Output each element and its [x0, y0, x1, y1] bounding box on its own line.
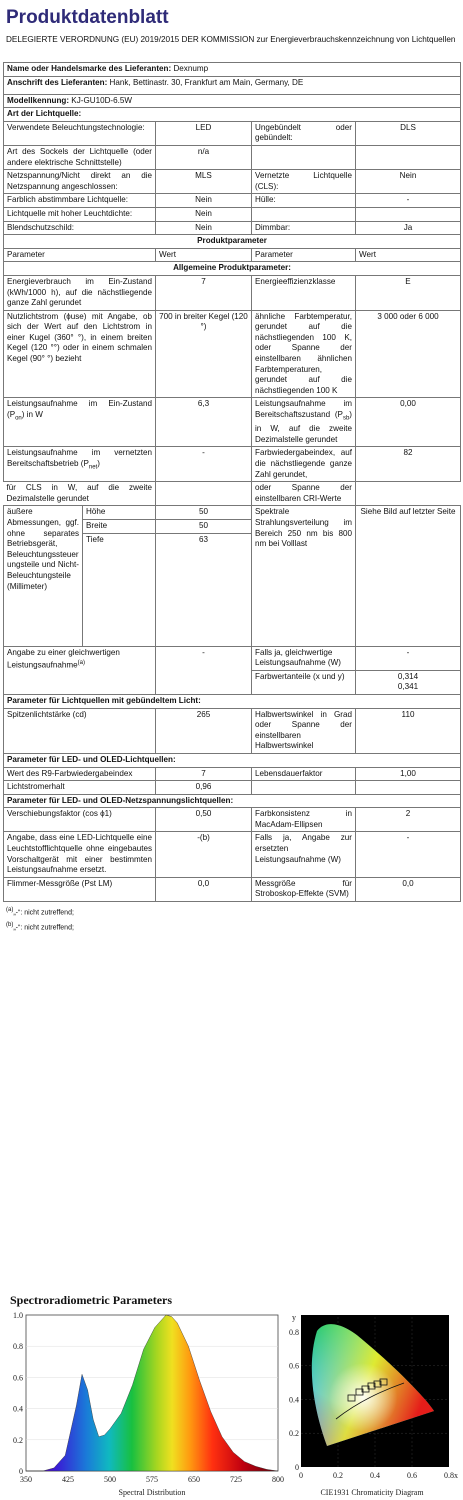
light-source-value: Nein	[156, 221, 252, 235]
light-source-row	[4, 207, 461, 221]
product-param-text: Nutzlichtstrom (ɸuse) mit Angabe, ob sich der Wert auf den Lichtstrom in einer Kugel (360° °), in einem breiten Kegel (120 °°) oder in einem schmalen Kegel (90° °) bezieht	[7, 311, 152, 364]
spectral-x-tick: 350	[20, 1475, 32, 1484]
led-mains-value: -(b)	[156, 832, 252, 877]
led-mains-param: Falls ja, Angabe zur ersetzten Leistungsaufnahme (W)	[252, 832, 356, 877]
light-source-row	[4, 170, 461, 194]
equivalent-r-label: Falls ja, gleichwertige Leistungsaufnahme (W)	[252, 646, 356, 670]
cie-x-ticks	[299, 1471, 454, 1480]
spectral-y-tick: 0.4	[13, 1404, 23, 1414]
light-source-value: DLS	[356, 121, 461, 145]
light-source-param: Farblich abstimmbare Lichtquelle:	[4, 194, 156, 208]
chromaticity-x: 0,314	[397, 671, 419, 681]
product-param-text: Leistungsaufnahme im Bereitschaftszustand (P	[255, 399, 352, 420]
directional-heading: Parameter für Lichtquellen mit gebündeltem Licht:	[4, 694, 461, 708]
led-mains-param: Messgröße für Stroboskop-Effekte (SVM)	[252, 877, 356, 901]
cie-y-tick: 0.2	[289, 1429, 299, 1439]
light-source-value: Nein	[156, 194, 252, 208]
supplier-address-value: Hank, Bettinastr. 30, Frankfurt am Main, Germany, DE	[109, 77, 304, 87]
product-param-text: Energieeffizienzklasse	[255, 276, 336, 286]
dimensions-subtable	[4, 506, 155, 645]
light-source-value: Ja	[356, 221, 461, 235]
led-mains-value: 2	[356, 808, 461, 832]
dim-height-label: Höhe	[83, 506, 156, 519]
led-mains-param: Flimmer-Messgröße (Pst LM)	[4, 877, 156, 901]
product-param-text: ähnliche Farbtemperatur, gerundet auf die nächstliegenden 100 K, oder Spanne der einstellbaren ähnlichen Farbtemperaturen, gerundet auf die nächstliegenden 100 K	[255, 311, 352, 395]
led-oled-section	[4, 753, 461, 767]
spectral-x-tick: 500	[104, 1475, 116, 1484]
spectral-x-tick: 650	[188, 1475, 200, 1484]
led-mains-row	[4, 808, 461, 832]
equivalent-label-cell	[4, 646, 156, 694]
light-source-param: Hülle:	[252, 194, 356, 208]
cie-x-tick: 0.8	[444, 1471, 454, 1480]
product-param-label	[252, 275, 356, 310]
led-oled-heading: Parameter für LED- und OLED-Lichtquellen:	[4, 753, 461, 767]
spectral-label: Spektrale Strahlungsverteilung im Bereich 250 nm bis 800 nm bei Volllast	[252, 506, 356, 646]
param-header-row	[4, 248, 461, 262]
light-source-param: Art des Sockels der Lichtquelle (oder andere elektrische Schnittstelle)	[4, 145, 156, 169]
model-label: Modellkennung:	[7, 95, 70, 105]
product-param-sub: net	[88, 464, 98, 471]
dim-width-label: Breite	[83, 519, 156, 533]
beam-angle-value: 110	[356, 708, 461, 753]
chromaticity-label: Farbwertanteile (x und y)	[252, 670, 356, 694]
product-param-value: 82	[356, 447, 461, 482]
directional-section	[4, 694, 461, 708]
light-source-row	[4, 194, 461, 208]
product-param-label	[4, 310, 156, 398]
spectral-x-tick: 575	[146, 1475, 158, 1484]
supplier-address-row	[4, 76, 461, 94]
supplier-name-value: Dexnump	[173, 64, 209, 73]
product-param-value: -	[156, 447, 252, 482]
dimensions-label: äußere Abmessungen, ggf. ohne separates Betriebsgerät, Beleuchtungssteuerungsteile und Nicht-Beleuchtungsteile (Millimeter)	[4, 506, 83, 645]
light-source-rows	[4, 121, 461, 234]
dim-depth-value: 63	[198, 534, 208, 544]
led-mains-value: 0,0	[356, 877, 461, 901]
product-param-value: 0,00	[356, 398, 461, 447]
cri-continuation-text: oder Spanne der einstellbaren CRI-Werte	[252, 482, 356, 506]
cie-y-ticks	[289, 1328, 299, 1472]
dim-height-value: 50	[156, 506, 251, 520]
spectral-y-tick: 0.6	[13, 1373, 23, 1383]
light-source-value: Nein	[356, 170, 461, 194]
led-mains-value: 0,50	[156, 808, 252, 832]
light-source-param: Verwendete Beleuchtungstechnologie:	[4, 121, 156, 145]
product-param-text: Leistungsaufnahme im vernetzten Bereitschaftsbetrieb (P	[7, 448, 152, 469]
cie-x-tick: 0	[299, 1471, 303, 1480]
led-mains-row	[4, 877, 461, 901]
light-source-param	[252, 145, 356, 169]
chromaticity-y: 0,341	[397, 682, 419, 692]
led-mains-row	[4, 832, 461, 877]
page-subtitle: DELEGIERTE VERORDNUNG (EU) 2019/2015 DER KOMMISSION zur Energieverbrauchskennzeichnung von Lichtquellen	[6, 35, 456, 44]
supplier-address-label: Anschrift des Lieferanten:	[7, 77, 108, 87]
cie-x-tick: 0.2	[333, 1471, 343, 1480]
general-params-heading: Allgemeine Produktparameter:	[4, 262, 461, 276]
light-source-section	[4, 108, 461, 122]
product-param-rows	[4, 275, 461, 481]
led-mains-heading: Parameter für LED- und OLED-Netzspannungslichtquellen:	[4, 794, 461, 808]
light-source-param: Blendschutzschild:	[4, 221, 156, 235]
spectral-y-tick: 1.0	[13, 1311, 23, 1320]
footnote-b-text: „-“: nicht zutreffend;	[13, 924, 74, 932]
cie-chromaticity-chart	[284, 1311, 460, 1500]
col-value-2: Wert	[356, 248, 461, 262]
light-source-param: Lichtquelle mit hoher Leuchtdichte:	[4, 207, 156, 221]
light-source-row	[4, 121, 461, 145]
product-param-text-end: ) in W, auf die zweite Dezimalstelle gerundet	[255, 410, 352, 444]
product-param-text: Leistungsaufnahme im Ein-Zustand (P	[7, 399, 152, 420]
product-param-text-end: ) in W	[21, 410, 43, 420]
equivalent-sup: (a)	[77, 660, 85, 667]
product-param-row	[4, 275, 461, 310]
model-row	[4, 94, 461, 108]
model-value: KJ-GU10D-6.5W	[71, 95, 133, 105]
cie-caption: CIE1931 Chromaticity Diagram	[320, 1488, 424, 1497]
maintenance-label: Lichtstromerhalt	[4, 781, 156, 795]
cie-y-tick: 0	[295, 1463, 299, 1472]
dim-depth-label: Tiefe	[86, 534, 104, 544]
dimensions-row	[4, 506, 461, 646]
survival-label: Lebensdauerfaktor	[252, 767, 356, 781]
footnote-b-sup: (b)	[6, 922, 14, 929]
light-source-value	[356, 207, 461, 221]
col-value-1: Wert	[156, 248, 252, 262]
footnote-a-text: „-“: nicht zutreffend;	[13, 909, 74, 917]
led-mains-param: Verschiebungsfaktor (cos ϕ1)	[4, 808, 156, 832]
spectral-value: Siehe Bild auf letzter Seite	[356, 506, 461, 646]
footnote-a-sup: (a)	[6, 907, 14, 914]
light-source-param: Netzspannung/Nicht direkt an die Netzspannung angeschlossen:	[4, 170, 156, 194]
product-param-label	[4, 275, 156, 310]
product-params-section	[4, 235, 461, 249]
r9-row	[4, 767, 461, 781]
supplier-name-row	[4, 63, 461, 77]
light-source-value	[356, 145, 461, 169]
light-source-value: n/a	[156, 145, 252, 169]
spectral-y-tick: 0.2	[13, 1435, 23, 1445]
cie-y-axis-label: y	[292, 1313, 296, 1322]
cie-x-axis-label: x	[454, 1471, 458, 1480]
cie-y-tick: 0.6	[289, 1361, 299, 1371]
led-mains-value: 0,0	[156, 877, 252, 901]
product-param-value: 700 in breiter Kegel (120 °)	[156, 310, 252, 398]
product-param-text: Farbwiedergabeindex, auf die nächstliegende ganze Zahl gerundet,	[255, 448, 352, 479]
dim-width-value: 50	[156, 520, 251, 534]
survival-value: 1,00	[356, 767, 461, 781]
product-param-row	[4, 398, 461, 447]
spectral-x-tick: 425	[62, 1475, 74, 1484]
led-mains-section	[4, 794, 461, 808]
product-param-value: E	[356, 275, 461, 310]
product-param-value: 6,3	[156, 398, 252, 447]
equivalent-label: Angabe zu einer gleichwertigen Leistungsaufnahme	[7, 647, 120, 670]
light-source-value: LED	[156, 121, 252, 145]
spectral-y-tick: 0.8	[13, 1342, 23, 1352]
light-source-heading: Art der Lichtquelle:	[4, 108, 461, 122]
led-mains-param: Angabe, dass eine LED-Lichtquelle eine Leuchtstofflichtquelle ohne eingebautes Vorschaltgerät mit einer bestimmten Leistungsaufnahme ersetzt.	[4, 832, 156, 877]
spectro-title: Spectroradiometric Parameters	[10, 1293, 173, 1307]
beam-angle-label: Halbwertswinkel in Grad oder Spanne der einstellbaren Halbwertswinkel	[252, 708, 356, 753]
cie-y-tick: 0.8	[289, 1327, 299, 1337]
cie-y-tick: 0.4	[289, 1395, 299, 1405]
maintenance-row	[4, 781, 461, 795]
spectral-y-tick: 0	[19, 1467, 23, 1476]
equivalent-value: -	[156, 646, 252, 694]
product-params-heading: Produktparameter	[4, 235, 461, 249]
equivalent-power-row	[4, 646, 461, 670]
light-source-param: Dimmbar:	[252, 221, 356, 235]
product-param-label	[4, 447, 156, 482]
footnote-b	[6, 919, 457, 934]
spectral-x-tick: 800	[272, 1475, 284, 1484]
product-param-value: 3 000 oder 6 000	[356, 310, 461, 398]
light-source-row	[4, 221, 461, 235]
directional-row	[4, 708, 461, 753]
peak-intensity-label: Spitzenlichtstärke (cd)	[4, 708, 156, 753]
maintenance-value: 0,96	[156, 781, 252, 795]
datasheet-table	[3, 62, 461, 902]
r9-value: 7	[156, 767, 252, 781]
led-mains-param: Farbkonsistenz in MacAdam-Ellipsen	[252, 808, 356, 832]
spectral-distribution-chart	[0, 1311, 284, 1500]
product-param-row	[4, 447, 461, 482]
product-param-label	[252, 447, 356, 482]
led-mains-value: -	[356, 832, 461, 877]
product-param-row	[4, 310, 461, 398]
cie-x-tick: 0.6	[407, 1471, 417, 1480]
general-params-section	[4, 262, 461, 276]
light-source-value: -	[356, 194, 461, 208]
spectral-caption: Spectral Distribution	[118, 1488, 186, 1497]
spectral-y-ticks	[13, 1311, 23, 1476]
light-source-value: MLS	[156, 170, 252, 194]
cls-continuation-text: für CLS in W, auf die zweite Dezimalstelle gerundet	[4, 482, 156, 506]
product-param-sub: on	[15, 415, 22, 422]
col-param-2: Parameter	[252, 248, 356, 262]
product-param-text: Energieverbrauch im Ein-Zustand (kWh/1000 h), auf die nächstliegende ganze Zahl gerundet	[7, 276, 152, 308]
cie-x-tick: 0.4	[370, 1471, 380, 1480]
spectral-x-ticks	[20, 1475, 284, 1484]
footnotes	[0, 902, 463, 937]
light-source-param	[252, 207, 356, 221]
supplier-name-label: Name oder Handelsmarke des Lieferanten:	[7, 64, 172, 73]
light-source-param: Vernetzte Lichtquelle (CLS):	[252, 170, 356, 194]
footnote-a	[6, 904, 457, 919]
peak-intensity-value: 265	[156, 708, 252, 753]
light-source-value: Nein	[156, 207, 252, 221]
product-param-label	[252, 310, 356, 398]
product-param-label	[252, 398, 356, 447]
spectroradiometric-section	[0, 1287, 463, 1500]
light-source-param: Ungebündelt oder gebündelt:	[252, 121, 356, 145]
equivalent-r-value: -	[356, 646, 461, 670]
product-param-label	[4, 398, 156, 447]
spectral-x-tick: 725	[230, 1475, 242, 1484]
product-param-sub: sb	[342, 415, 350, 422]
col-param-1: Parameter	[4, 248, 156, 262]
led-mains-rows	[4, 808, 461, 902]
product-param-value: 7	[156, 275, 252, 310]
light-source-row	[4, 145, 461, 169]
r9-label: Wert des R9-Farbwiedergabeindex	[4, 767, 156, 781]
page-title: Produktdatenblatt	[6, 7, 169, 28]
product-param-text-end: )	[97, 459, 100, 469]
continuation-row	[4, 482, 461, 506]
